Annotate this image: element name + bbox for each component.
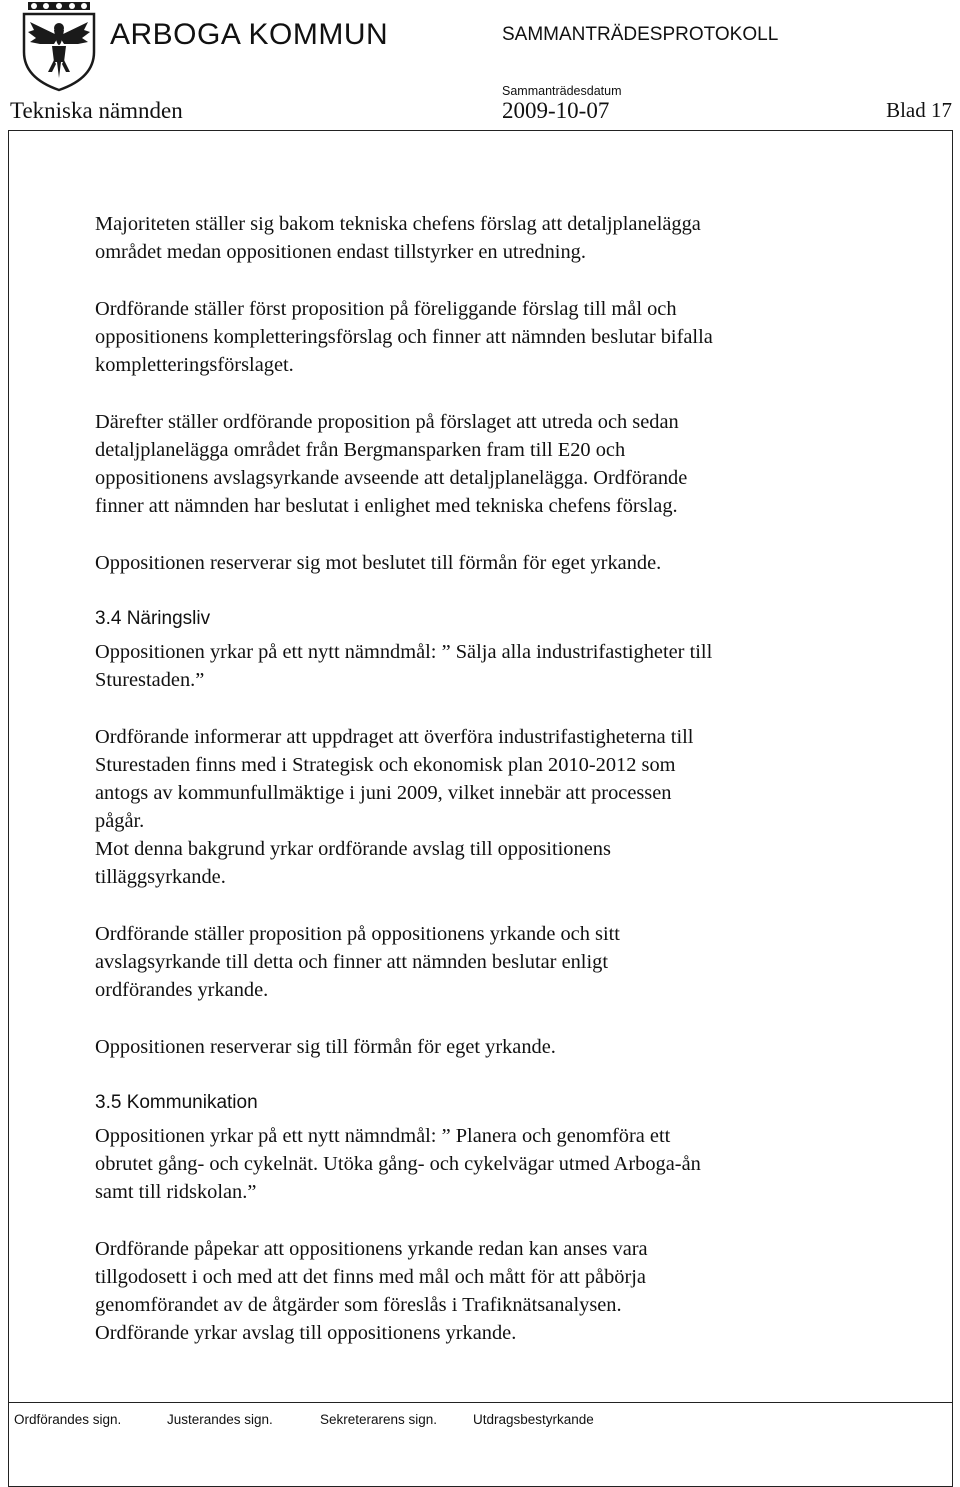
- section-heading-3-4: 3.4 Näringsliv: [95, 608, 211, 629]
- paragraph: [95, 638, 895, 694]
- meeting-date-caption: Sammanträdesdatum: [502, 84, 622, 98]
- text-line: Oppositionen reserverar sig till förmån för eget yrkande.: [95, 1036, 556, 1058]
- text-line: Ordförande informerar att uppdraget att överföra industrifastigheterna till: [95, 726, 694, 748]
- text-line: antogs av kommunfullmäktige i juni 2009, vilket innebär att processen: [95, 782, 672, 804]
- paragraph: [95, 295, 895, 379]
- text-line: Ordförande påpekar att oppositionens yrkande redan kan anses vara: [95, 1238, 648, 1260]
- municipal-coat-of-arms-logo: [14, 0, 104, 92]
- text-line: Majoriteten ställer sig bakom tekniska chefens förslag att detaljplanelägga: [95, 213, 701, 235]
- secretary-signature-label: Sekreterarens sign.: [320, 1412, 438, 1427]
- text-line: Oppositionen yrkar på ett nytt nämndmål: ” Planera och genomföra ett: [95, 1125, 671, 1147]
- organization-name: ARBOGA KOMMUN: [110, 18, 389, 51]
- text-line: detaljplanelägga området från Bergmansparken fram till E20 och: [95, 439, 626, 461]
- page-number: Blad 17: [886, 98, 952, 122]
- text-line: Sturestaden.”: [95, 669, 205, 691]
- paragraph: [95, 1122, 895, 1206]
- text-line: avslagsyrkande till detta och finner att nämnden beslutar enligt: [95, 951, 609, 973]
- text-line: Mot denna bakgrund yrkar ordförande avslag till oppositionens: [95, 838, 611, 860]
- text-line: obrutet gång- och cykelnät. Utöka gång- och cykelvägar utmed Arboga-ån: [95, 1153, 701, 1175]
- text-line: samt till ridskolan.”: [95, 1181, 257, 1203]
- text-line: Ordförande ställer proposition på oppositionens yrkande och sitt: [95, 923, 620, 945]
- protocol-body: [95, 210, 895, 1347]
- text-line: tilläggsyrkande.: [95, 866, 226, 888]
- signature-labels: [14, 1412, 594, 1427]
- chair-signature-label: Ordförandes sign.: [14, 1412, 122, 1427]
- text-line: kompletteringsförslaget.: [95, 354, 294, 376]
- text-line: Ordförande ställer först proposition på föreliggande förslag till mål och: [95, 298, 677, 320]
- paragraph: [95, 920, 895, 1004]
- text-line: ordförandes yrkande.: [95, 979, 269, 1001]
- text-line: oppositionens avslagsyrkande avseende att detaljplanelägga. Ordförande: [95, 467, 688, 489]
- text-line: tillgodosett i och med att det finns med mål och mått för att påbörja: [95, 1266, 646, 1288]
- text-line: Därefter ställer ordförande proposition på förslaget att utreda och sedan: [95, 411, 679, 433]
- paragraph: [95, 408, 895, 520]
- paragraph: [95, 1033, 895, 1061]
- text-line: finner att nämnden har beslutat i enlighet med tekniska chefens förslag.: [95, 495, 678, 517]
- text-line: Ordförande yrkar avslag till oppositionens yrkande.: [95, 1322, 517, 1344]
- adjuster-signature-label: Justerandes sign.: [167, 1412, 273, 1427]
- paragraph: [95, 210, 895, 266]
- text-line: området medan oppositionen endast tillstyrker en utredning.: [95, 241, 586, 263]
- paragraph: [95, 1235, 895, 1347]
- text-line: genomförandet av de åtgärder som föreslås i Trafiknätsanalysen.: [95, 1294, 622, 1316]
- text-line: Sturestaden finns med i Strategisk och ekonomisk plan 2010-2012 som: [95, 754, 676, 776]
- extract-certification-label: Utdragsbestyrkande: [473, 1412, 594, 1427]
- text-line: Oppositionen reserverar sig mot beslutet till förmån för eget yrkande.: [95, 552, 662, 574]
- section-heading-3-5: 3.5 Kommunikation: [95, 1092, 258, 1113]
- text-line: pågår.: [95, 810, 145, 832]
- text-line: Oppositionen yrkar på ett nytt nämndmål: ” Sälja alla industrifastigheter till: [95, 641, 713, 663]
- text-line: oppositionens kompletteringsförslag och finner att nämnden beslutar bifalla: [95, 326, 713, 348]
- meeting-date: 2009-10-07: [502, 98, 610, 123]
- paragraph: [95, 549, 895, 577]
- paragraph: [95, 723, 895, 891]
- document-type: SAMMANTRÄDESPROTOKOLL: [502, 24, 779, 45]
- committee-name: Tekniska nämnden: [10, 98, 183, 123]
